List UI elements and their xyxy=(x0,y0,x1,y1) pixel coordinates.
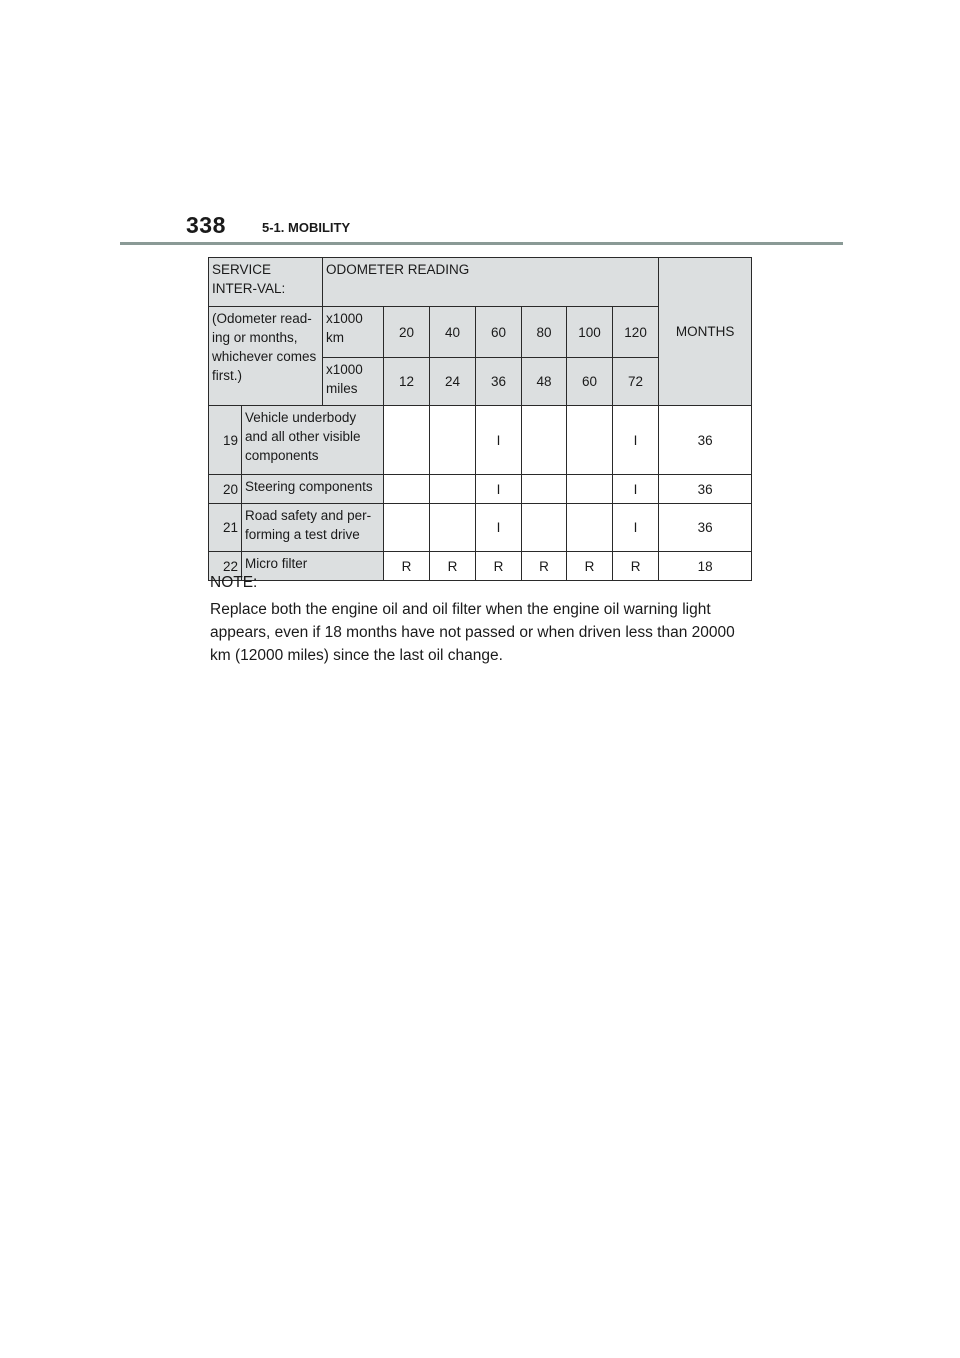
item-name: Steering components xyxy=(242,475,384,504)
odometer-reading-label: ODOMETER READING xyxy=(323,258,659,307)
maintenance-schedule-table xyxy=(208,257,752,581)
table-row xyxy=(209,552,752,581)
km-value: 60 xyxy=(476,307,522,358)
item-name: Road safety and per-forming a test drive xyxy=(242,504,384,552)
schedule-cell: R xyxy=(522,552,567,581)
schedule-cell xyxy=(522,475,567,504)
schedule-cell xyxy=(384,406,430,475)
miles-value: 12 xyxy=(384,358,430,406)
item-number: 20 xyxy=(209,475,242,504)
miles-value: 60 xyxy=(567,358,613,406)
schedule-cell: R xyxy=(613,552,659,581)
schedule-cell: R xyxy=(384,552,430,581)
schedule-cell: I xyxy=(613,475,659,504)
km-value: 80 xyxy=(522,307,567,358)
service-interval-label: SERVICE INTER-VAL: xyxy=(209,258,323,307)
schedule-cell: I xyxy=(613,504,659,552)
schedule-cell: I xyxy=(476,475,522,504)
months-value: 36 xyxy=(659,504,752,552)
note-label: NOTE: xyxy=(210,574,258,591)
schedule-cell xyxy=(430,504,476,552)
miles-value: 24 xyxy=(430,358,476,406)
schedule-cell xyxy=(567,475,613,504)
schedule-cell: I xyxy=(476,406,522,475)
schedule-cell xyxy=(430,475,476,504)
interval-note: (Odometer read-ing or months, whichever comes first.) xyxy=(209,307,323,406)
page-number: 338 xyxy=(186,212,226,238)
table-row xyxy=(209,504,752,552)
miles-value: 48 xyxy=(522,358,567,406)
schedule-cell: I xyxy=(613,406,659,475)
item-number: 21 xyxy=(209,504,242,552)
header-divider xyxy=(120,242,843,245)
schedule-cell xyxy=(567,406,613,475)
months-value: 18 xyxy=(659,552,752,581)
schedule-cell: R xyxy=(430,552,476,581)
km-unit: x1000 km xyxy=(323,307,384,358)
schedule-cell xyxy=(522,504,567,552)
note-text: Replace both the engine oil and oil filter when the engine oil warning light appears, even if 18 months have not passed or when driven less than 20000 km (12000 miles) since the last oil change. xyxy=(210,601,735,664)
schedule-cell xyxy=(430,406,476,475)
miles-unit: x1000 miles xyxy=(323,358,384,406)
schedule-cell xyxy=(567,504,613,552)
schedule-cell xyxy=(384,504,430,552)
km-value: 100 xyxy=(567,307,613,358)
schedule-cell xyxy=(522,406,567,475)
months-value: 36 xyxy=(659,406,752,475)
km-value: 40 xyxy=(430,307,476,358)
table-row xyxy=(209,406,752,475)
km-value: 120 xyxy=(613,307,659,358)
section-title: 5-1. MOBILITY xyxy=(262,220,351,235)
schedule-cell: R xyxy=(567,552,613,581)
months-label: MONTHS xyxy=(659,258,752,406)
item-number: 22 xyxy=(209,552,242,581)
schedule-cell: R xyxy=(476,552,522,581)
miles-value: 72 xyxy=(613,358,659,406)
item-number: 19 xyxy=(209,406,242,475)
table-header-row xyxy=(209,258,752,307)
table-row xyxy=(209,475,752,504)
schedule-cell: I xyxy=(476,504,522,552)
schedule-cell xyxy=(384,475,430,504)
miles-value: 36 xyxy=(476,358,522,406)
item-name: Micro filter xyxy=(242,552,384,581)
km-value: 20 xyxy=(384,307,430,358)
months-value: 36 xyxy=(659,475,752,504)
item-name: Vehicle underbody and all other visible components xyxy=(242,406,384,475)
